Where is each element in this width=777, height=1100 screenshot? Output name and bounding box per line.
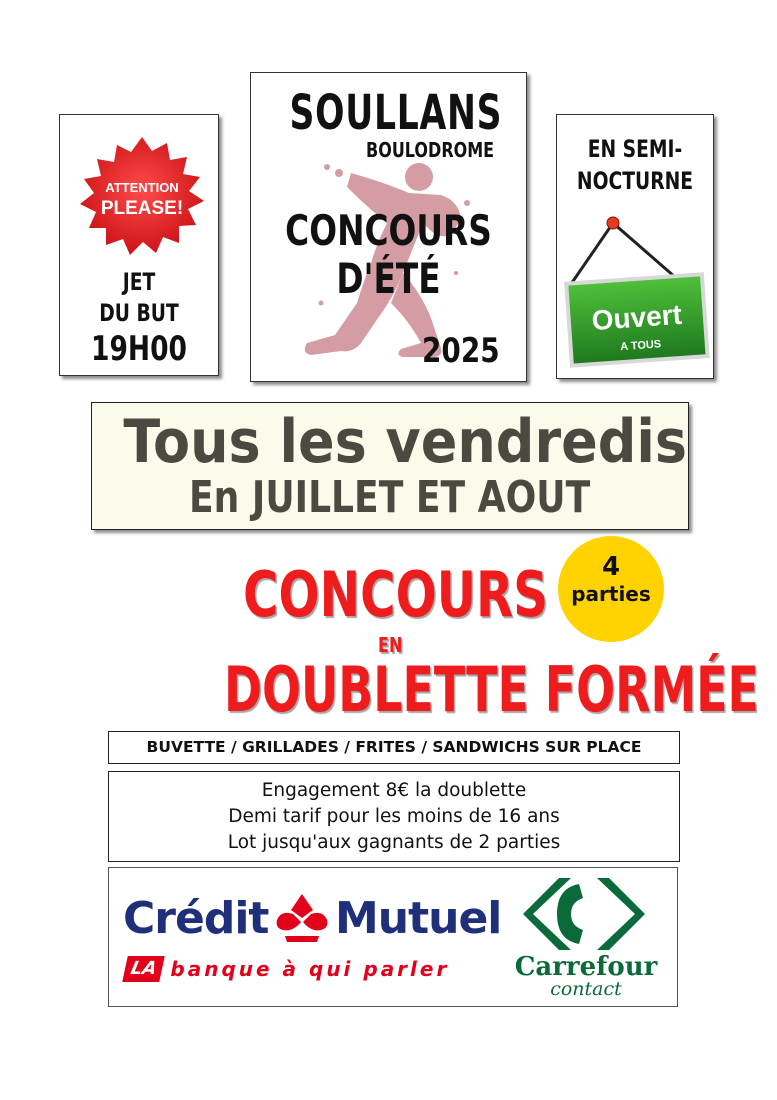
parties-label: parties	[571, 582, 651, 606]
banner-line1: Tous les vendredis	[123, 407, 688, 477]
title-line2: D'ÉTÉ	[336, 254, 441, 303]
engagement-line2: Demi tarif pour les moins de 16 ans	[228, 806, 560, 827]
semi-line2: NOCTURNE	[576, 167, 694, 195]
headline-line3: DOUBLETTE FORMÉE	[223, 653, 759, 726]
carrefour-emblem-icon	[519, 874, 649, 954]
credit-mutuel-word2: Mutuel	[335, 893, 502, 944]
engagement-box	[108, 771, 680, 862]
jet-du-but-panel	[59, 114, 219, 376]
jet-du-but-text	[60, 267, 218, 369]
sign-main-text: Ouvert	[590, 298, 683, 337]
dates-banner	[91, 402, 689, 530]
semi-nocturne-text	[557, 133, 713, 197]
badge-line1: ATTENTION	[105, 180, 179, 195]
sign-sub-text: A TOUS	[619, 338, 662, 354]
engagement-line1: Engagement 8€ la doublette	[261, 780, 527, 801]
title-line1: CONCOURS	[285, 206, 492, 255]
jet-line2: DU BUT	[99, 299, 179, 327]
title-panel	[250, 72, 527, 382]
carrefour-sub: contact	[550, 978, 622, 1000]
credit-mutuel-la: LA	[122, 956, 165, 982]
venue-name: BOULODROME	[365, 138, 494, 162]
credit-mutuel-word1: Crédit	[123, 893, 269, 944]
parties-number: 4	[601, 552, 621, 582]
event-year: 2025	[422, 331, 500, 371]
town-name: SOULLANS	[289, 85, 503, 141]
headline-line2: EN	[377, 633, 403, 657]
jet-line1: JET	[122, 268, 156, 296]
open-sign-icon	[559, 201, 713, 371]
badge-line2: PLEASE!	[100, 198, 184, 219]
buvette-strip: BUVETTE / GRILLADES / FRITES / SANDWICHS SUR PLACE	[108, 731, 680, 764]
jet-time: 19H00	[90, 329, 188, 369]
credit-mutuel-logo	[123, 890, 502, 990]
semi-nocturne-panel	[556, 114, 714, 379]
attention-burst-icon	[72, 135, 212, 260]
banner-line2: En JUILLET ET AOUT	[189, 472, 591, 523]
sponsors-box	[108, 867, 678, 1007]
credit-mutuel-tagline: banque à qui parler	[170, 957, 450, 981]
carrefour-logo	[501, 874, 671, 1002]
credit-mutuel-tagline-row	[125, 956, 449, 982]
headline-line1: CONCOURS	[243, 558, 549, 631]
carrefour-name: Carrefour	[514, 952, 658, 982]
semi-line1: EN SEMI-	[587, 135, 683, 163]
engagement-line3: Lot jusqu'aux gagnants de 2 parties	[227, 832, 561, 853]
credit-mutuel-emblem-icon	[271, 892, 333, 944]
parties-badge	[558, 536, 664, 642]
